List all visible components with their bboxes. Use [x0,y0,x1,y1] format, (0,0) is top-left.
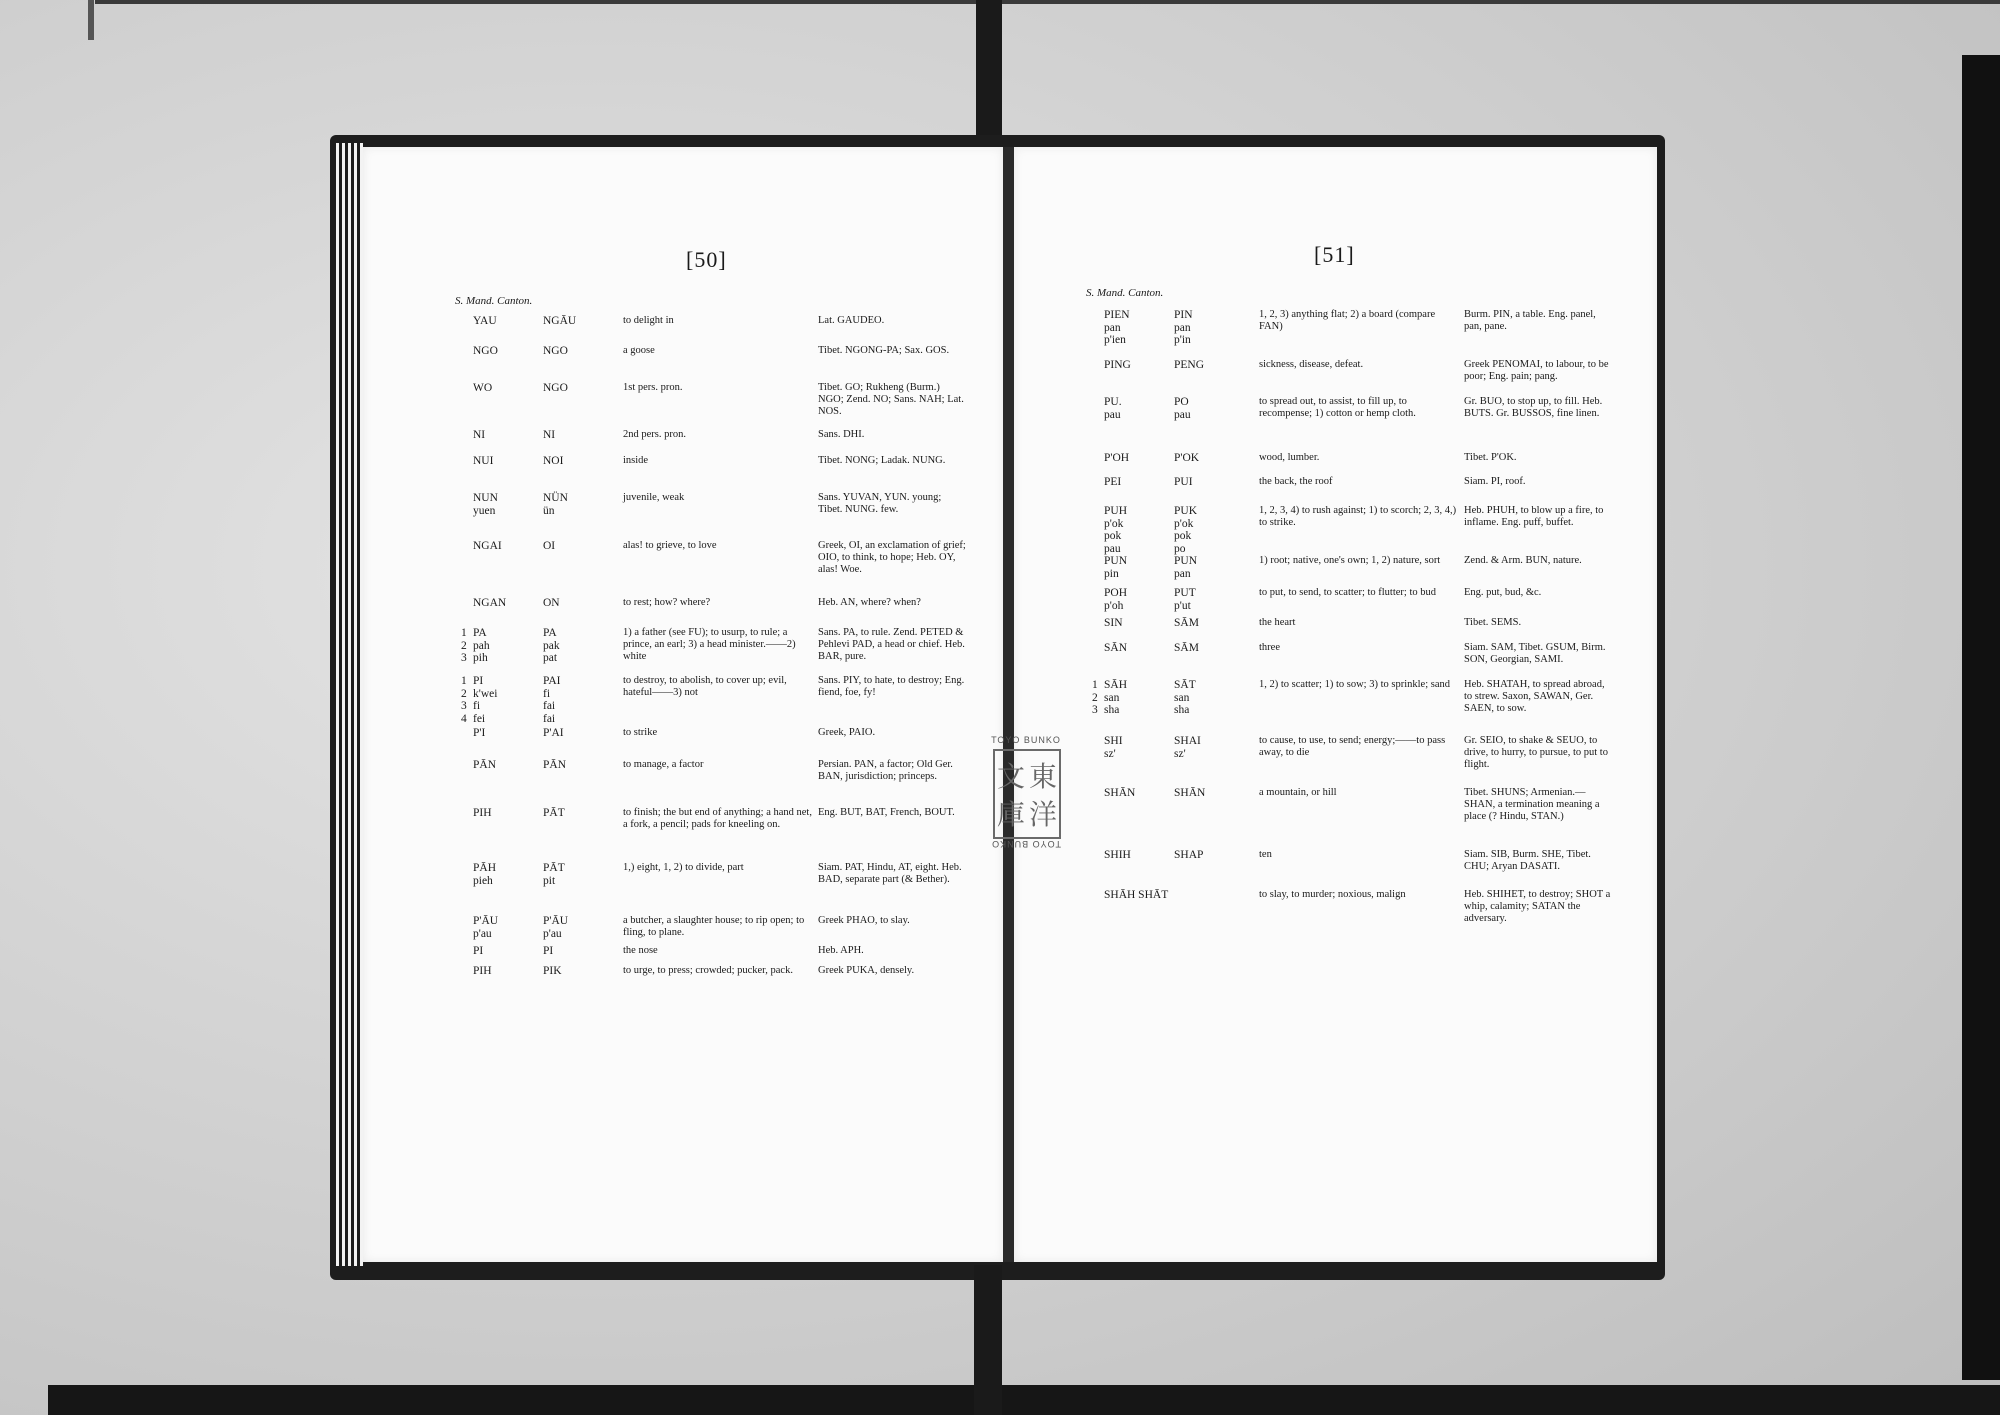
cantonese-reading [543,965,562,978]
stamp-char: 庫 [997,800,1026,831]
cantonese-reading-line: SĀT [1174,679,1196,691]
mandarin-reading-line: pih [473,652,488,664]
definition: juvenile, weak [623,492,685,503]
mandarin-reading [473,382,492,395]
definition: 1, 2) to scatter; 1) to sow; 3) to sprinkle; sand [1259,679,1451,690]
cantonese-reading [543,727,564,740]
mandarin-reading [473,429,485,442]
etymology-text: Tibet. P'OK. [1464,452,1517,463]
cantonese-reading [543,382,568,395]
definition: to urge, to press; crowded; pucker, pack. [623,965,793,976]
etymology-text: Tibet. NONG; Ladak. NUNG. [818,455,946,466]
etymology-text: Heb. AN, where? when? [818,597,921,608]
mandarin-reading [473,627,490,665]
scan-right-edge [1962,55,2000,1380]
etymology-text: Sans. DHI. [818,429,865,440]
cantonese-reading [1174,396,1191,421]
bookmark-ribbon-bottom [974,1265,1002,1415]
etymology-text: Tibet. SHUNS; Armenian.—SHAN, a termination meaning a place (? Hindu, STAN.) [1464,787,1600,822]
mandarin-reading-line: PIEN [1104,309,1130,321]
cantonese-reading-line: p'au [543,927,562,940]
etymology [818,945,968,957]
etymology [1464,476,1612,488]
etymology-text: Burm. PIN, a table. Eng. panel, pan, pane. [1464,309,1596,332]
cantonese-reading-line: pit [543,874,556,887]
mandarin-reading-line: PUN [1104,555,1128,567]
cantonese-reading [543,807,565,820]
mandarin-reading [1104,309,1130,347]
entry-number-line: 3 [461,700,467,712]
definition: 1, 2, 3) anything flat; 2) a board (compare FAN) [1259,309,1436,332]
entry-number-line: 2 [461,687,467,700]
mandarin-reading-line: yuen [473,504,496,517]
definition: three [1259,642,1280,653]
mandarin-reading-line: NGAN [473,597,507,609]
cantonese-reading-line: SHĀN [1174,787,1206,799]
mandarin-reading-line: SĀN [1104,642,1128,654]
cantonese-reading-line: P'ĀU [543,915,569,927]
entry-number-line: 3 [461,652,467,664]
definition: alas! to grieve, to love [623,540,717,551]
stamp-bottom-text: TOYO BUNKO [991,839,1061,849]
stamp-char: 東 [1029,762,1058,793]
etymology [818,345,968,357]
mandarin-reading [473,315,497,328]
cantonese-reading-line: SHAI [1174,735,1201,747]
definition: 1st pers. pron. [623,382,683,393]
cantonese-reading [543,627,560,665]
mandarin-reading [1104,617,1123,630]
etymology [818,315,968,327]
cantonese-reading [543,315,576,328]
mandarin-reading-line: fei [473,712,486,725]
mandarin-reading-line: PU. [1104,396,1122,408]
mandarin-reading-line: PIH [473,807,492,819]
etymology [818,492,968,516]
mandarin-reading-line: PI [473,675,484,687]
cantonese-reading-line: PĀT [543,807,565,819]
cantonese-reading [1174,505,1197,555]
cantonese-reading-line: SHAP [1174,849,1204,861]
mandarin-reading [1104,587,1127,612]
entry-number-line: 4 [461,712,467,725]
cantonese-reading-line: pok [1174,530,1192,542]
mandarin-reading [473,807,492,820]
entry-number-line: 3 [1092,704,1098,716]
definition: to destroy, to abolish, to cover up; evil, hateful——3) not [623,675,787,698]
etymology-text: Persian. PAN, a factor; Old Ger. BAN, jurisdiction; princeps. [818,759,953,782]
cantonese-reading-line: P'OK [1174,452,1200,464]
definition: to finish; the but end of anything; a hand net, a fork, a pencil; pads for kneeling on. [623,807,812,830]
cantonese-reading-line: PUK [1174,505,1198,517]
cantonese-reading [543,597,560,610]
mandarin-reading [473,965,492,978]
mandarin-reading [1104,787,1135,800]
mandarin-reading-line: PING [1104,359,1131,371]
etymology [1464,587,1612,599]
etymology [1464,617,1612,629]
mandarin-reading-line: NUN [473,492,498,504]
cantonese-reading [1174,679,1196,717]
etymology [1464,787,1612,823]
etymology [818,759,968,783]
cantonese-reading-line: NOI [543,455,564,467]
etymology-text: Greek PUKA, densely. [818,965,915,976]
cantonese-reading [1174,309,1193,347]
library-stamp [985,735,1067,855]
cantonese-reading [543,862,565,887]
mandarin-reading [473,915,498,940]
mandarin-reading-line: PUH [1104,505,1128,517]
etymology [1464,735,1612,771]
etymology-text: Sans. PA, to rule. Zend. PETED & Pehlevi PAD, a head or chief. Heb. BAR, pure. [818,627,965,662]
definition: the back, the roof [1259,476,1333,487]
cantonese-reading [543,675,560,725]
etymology-text: Siam. SIB, Burm. SHE, Tibet. CHU; Aryan DASATI. [1464,849,1591,872]
cantonese-reading-line: PAI [543,675,561,687]
mandarin-reading-line: pau [1104,408,1121,421]
mandarin-reading [473,862,496,887]
mandarin-reading [1104,359,1131,372]
mandarin-reading-line: SĀH [1104,679,1128,691]
stamp-top-text: TOYO BUNKO [991,735,1061,745]
mandarin-reading-line: p'au [473,927,492,940]
mandarin-reading [1104,452,1129,465]
etymology [1464,642,1612,666]
cantonese-reading [543,492,568,517]
mandarin-reading-line: PĀN [473,759,497,771]
mandarin-reading [473,945,483,958]
stamp-seal [993,749,1061,839]
mandarin-reading-line: PA [473,627,487,639]
etymology [818,965,968,977]
mandarin-reading-line: san [1104,691,1120,704]
mandarin-reading-line: sz' [1104,747,1116,760]
cantonese-reading-line: p'ut [1174,599,1191,612]
mandarin-reading [1104,849,1131,862]
cantonese-reading-line: san [1174,691,1190,704]
mandarin-reading-line: WO [473,382,493,394]
scan-top-edge [95,0,2000,4]
mandarin-reading-line: pau [1104,542,1121,555]
entry-number [461,675,471,725]
cantonese-reading-line: pan [1174,567,1191,580]
cantonese-reading [543,759,566,772]
cantonese-reading-line: pau [1174,408,1191,421]
cantonese-reading-line: PA [543,627,557,639]
mandarin-reading [473,675,497,725]
mandarin-reading [1104,679,1127,717]
definition: a mountain, or hill [1259,787,1337,798]
stamp-char: 文 [997,762,1026,793]
cantonese-reading-line: PIN [1174,309,1193,321]
etymology [1464,555,1612,567]
etymology-text: Siam. PI, roof. [1464,476,1526,487]
cantonese-reading-line: OI [543,540,556,552]
mandarin-reading-line: p'ien [1104,334,1126,346]
mandarin-reading-line: P'I [473,727,486,739]
cantonese-reading-line: PI [543,945,554,957]
mandarin-reading-line: p'oh [1104,599,1124,612]
mandarin-reading-line: NI [473,429,486,441]
entry-number-line: 1 [1092,679,1098,691]
definition: 1) a father (see FU); to usurp, to rule; a prince, an earl; 3) a head minister.——2) white [623,627,796,662]
cantonese-reading-line: fi [543,687,551,700]
page-edges [336,143,366,1266]
cantonese-reading-line: p'ok [1174,517,1194,530]
etymology [818,455,968,467]
etymology [818,597,968,609]
cantonese-reading [543,540,555,553]
page-number: [51] [1314,242,1355,267]
mandarin-reading [473,455,493,468]
mandarin-reading-line: fi [473,700,481,712]
etymology-text: Tibet. GO; Rukheng (Burm.) NGO; Zend. NO; Sans. NAH; Lat. NOS. [818,382,964,417]
etymology-text: Siam. SAM, Tibet. GSUM, Birm. SON, Georgian, SAMI. [1464,642,1606,665]
mandarin-reading [473,727,485,740]
definition: inside [623,455,649,466]
etymology [818,540,968,576]
definition: the nose [623,945,658,956]
mandarin-reading-line: pok [1104,530,1122,542]
cantonese-reading-line: PO [1174,396,1189,408]
page-number: [50] [686,247,727,272]
mandarin-reading-line: pah [473,639,490,652]
cantonese-reading-line: fai [543,712,556,725]
mandarin-reading-line: pan [1104,321,1121,334]
mandarin-reading-line: p'ok [1104,517,1124,530]
etymology [818,862,968,886]
definition: 1,) eight, 1, 2) to divide, part [623,862,744,873]
mandarin-reading [473,759,496,772]
cantonese-reading-line: PENG [1174,359,1205,371]
mandarin-reading-line: pin [1104,567,1119,580]
mandarin-reading-line: PI [473,945,484,957]
definition: 2nd pers. pron. [623,429,686,440]
mandarin-reading-line: PIH [473,965,492,977]
mandarin-reading-line: PEI [1104,476,1122,488]
mandarin-reading [1104,735,1123,760]
definition: to cause, to use, to send; energy;——to pass away, to die [1259,735,1446,758]
cantonese-reading-line: SĀM [1174,617,1199,629]
etymology-text: Tibet. NGONG-PA; Sax. GOS. [818,345,950,356]
mandarin-reading [473,597,506,610]
definition: to strike [623,727,658,738]
column-header: S. Mand. Canton. [1086,287,1164,299]
mandarin-reading-line: NUI [473,455,494,467]
scan-left-edge [88,0,94,40]
etymology [1464,505,1612,529]
cantonese-reading-line: PUN [1174,555,1198,567]
etymology-text: Greek, OI, an exclamation of grief; OIO, to think, to hope; Heb. OY, alas! Woe. [818,540,966,575]
etymology [1464,452,1612,464]
etymology-text: Heb. SHATAH, to spread abroad, to strew. Saxon, SAWAN, Ger. SAEN, to sow. [1464,679,1605,714]
cantonese-reading-line: PĀT [543,862,565,874]
etymology-text: Eng. BUT, BAT, French, BOUT. [818,807,955,818]
cantonese-reading [1174,476,1193,489]
mandarin-reading-line: YAU [473,315,497,327]
mandarin-reading-line: k'wei [473,687,498,700]
cantonese-reading-line: pat [543,652,558,664]
etymology [1464,889,1612,925]
etymology-text: Eng. put, bud, &c. [1464,587,1542,598]
cantonese-reading [1174,735,1201,760]
definition: the heart [1259,617,1296,628]
left-page [363,147,1003,1262]
cantonese-reading [1174,555,1197,580]
etymology [818,727,968,739]
definition: wood, lumber. [1259,452,1320,463]
etymology-text: Sans. YUVAN, YUN. young; Tibet. NUNG. few. [818,492,942,515]
etymology [818,627,968,663]
definition: a goose [623,345,655,356]
definition: to manage, a factor [623,759,704,770]
mandarin-reading [1104,555,1127,580]
etymology-text: Gr. SEIO, to shake & SEUO, to drive, to hurry, to pursue, to put to flight. [1464,735,1608,770]
etymology [1464,679,1612,715]
etymology [818,807,968,819]
mandarin-reading-line: SHI [1104,735,1123,747]
mandarin-reading-line: SHĀH SHĀT [1104,889,1169,901]
etymology-text: Sans. PIY, to hate, to destroy; Eng. fiend, foe, fy! [818,675,965,698]
cantonese-reading [1174,359,1204,372]
mandarin-reading [473,492,498,517]
scan-bottom-edge [48,1385,2000,1415]
mandarin-reading-line: P'ĀU [473,915,499,927]
cantonese-reading-line: NGO [543,382,568,394]
etymology-text: Siam. PAT, Hindu, AT, eight. Heb. BAD, separate part (& Bether). [818,862,962,885]
etymology-text: Gr. BUO, to stop up, to fill. Heb. BUTS. Gr. BUSSOS, fine linen. [1464,396,1603,419]
cantonese-reading-line: PĀN [543,759,567,771]
etymology [1464,309,1612,333]
etymology-text: Zend. & Arm. BUN, nature. [1464,555,1582,566]
entry-number-line: 2 [461,639,467,652]
right-page [1014,147,1657,1262]
cantonese-reading-line: PUT [1174,587,1196,599]
cantonese-reading [1174,849,1203,862]
definition: to slay, to murder; noxious, malign [1259,889,1406,900]
cantonese-reading-line: pak [543,639,560,652]
cantonese-reading-line: sha [1174,704,1190,716]
mandarin-reading-line: pieh [473,874,493,887]
etymology-text: Tibet. SEMS. [1464,617,1522,628]
definition: sickness, disease, defeat. [1259,359,1364,370]
definition: to put, to send, to scatter; to flutter; to bud [1259,587,1437,598]
cantonese-reading [543,455,563,468]
entry-number-line: 1 [461,627,467,639]
etymology-text: Heb. PHUH, to blow up a fire, to inflame. Eng. puff, buffet. [1464,505,1604,528]
entry-number [1092,679,1102,717]
definition: to spread out, to assist, to fill up, to recompense; 1) cotton or hemp cloth. [1259,396,1416,419]
cantonese-reading-line: NI [543,429,556,441]
etymology [1464,359,1612,383]
cantonese-reading [1174,587,1196,612]
cantonese-reading-line: ün [543,504,555,517]
cantonese-reading [543,429,555,442]
mandarin-reading-line: SHIH [1104,849,1131,861]
cantonese-reading-line: fai [543,700,556,712]
stamp-char: 洋 [1029,800,1058,831]
etymology-text: Greek, PAIO. [818,727,876,738]
cantonese-reading-line: NGO [543,345,568,357]
etymology [818,429,968,441]
mandarin-reading-line: SHĀN [1104,787,1136,799]
mandarin-reading [1104,476,1121,489]
bookmark-ribbon-top [976,0,1002,140]
mandarin-reading-line: POH [1104,587,1128,599]
book-gutter [1003,147,1014,1262]
cantonese-reading [543,345,568,358]
mandarin-reading-line: sha [1104,704,1120,716]
entry-number-line: 2 [1092,691,1098,704]
entry-number [461,627,471,665]
cantonese-reading-line: ON [543,597,560,609]
cantonese-reading-line: PIK [543,965,562,977]
cantonese-reading-line: po [1174,542,1186,555]
mandarin-reading [1104,396,1122,421]
cantonese-reading-line: pan [1174,321,1191,334]
cantonese-reading [1174,452,1199,465]
cantonese-reading-line: SĀM [1174,642,1199,654]
cantonese-reading [543,945,553,958]
column-header: S. Mand. Canton. [455,295,533,307]
cantonese-reading-line: P'AI [543,727,564,739]
definition: to delight in [623,315,674,326]
etymology [1464,396,1612,420]
mandarin-reading [1104,642,1127,655]
cantonese-reading-line: p'in [1174,334,1191,346]
definition: 1, 2, 3, 4) to rush against; 1) to scorch; 2, 3, 4,) to strike. [1259,505,1457,528]
entry-number-line: 1 [461,675,467,687]
cantonese-reading [1174,617,1199,630]
cantonese-reading-line: NÜN [543,492,568,504]
mandarin-reading-line: NGO [473,345,498,357]
etymology [818,915,968,927]
definition: 1) root; native, one's own; 1, 2) nature, sort [1259,555,1441,566]
etymology [818,382,968,418]
mandarin-reading-line: NGAI [473,540,502,552]
cantonese-reading [1174,787,1205,800]
mandarin-reading-line: SIN [1104,617,1123,629]
etymology-text: Lat. GAUDEO. [818,315,885,326]
cantonese-reading-line: NGĀU [543,315,577,327]
mandarin-reading [473,540,502,553]
etymology-text: Greek PENOMAI, to labour, to be poor; Eng. pain; pang. [1464,359,1609,382]
etymology-text: Heb. APH. [818,945,864,956]
etymology-text: Greek PHAO, to slay. [818,915,910,926]
cantonese-reading [1174,642,1199,655]
etymology [818,675,968,699]
mandarin-reading [1104,505,1127,555]
definition: a butcher, a slaughter house; to rip open; to fling, to plane. [623,915,805,938]
cantonese-reading-line: sz' [1174,747,1186,760]
mandarin-reading-line: P'OH [1104,452,1130,464]
etymology [1464,849,1612,873]
mandarin-reading-line: PĀH [473,862,497,874]
mandarin-reading [1104,889,1168,902]
definition: ten [1259,849,1272,860]
cantonese-reading-line: PUI [1174,476,1193,488]
mandarin-reading [473,345,498,358]
etymology-text: Heb. SHIHET, to destroy; SHOT a whip, calamity; SATAN the adversary. [1464,889,1611,924]
cantonese-reading [543,915,568,940]
definition: to rest; how? where? [623,597,711,608]
